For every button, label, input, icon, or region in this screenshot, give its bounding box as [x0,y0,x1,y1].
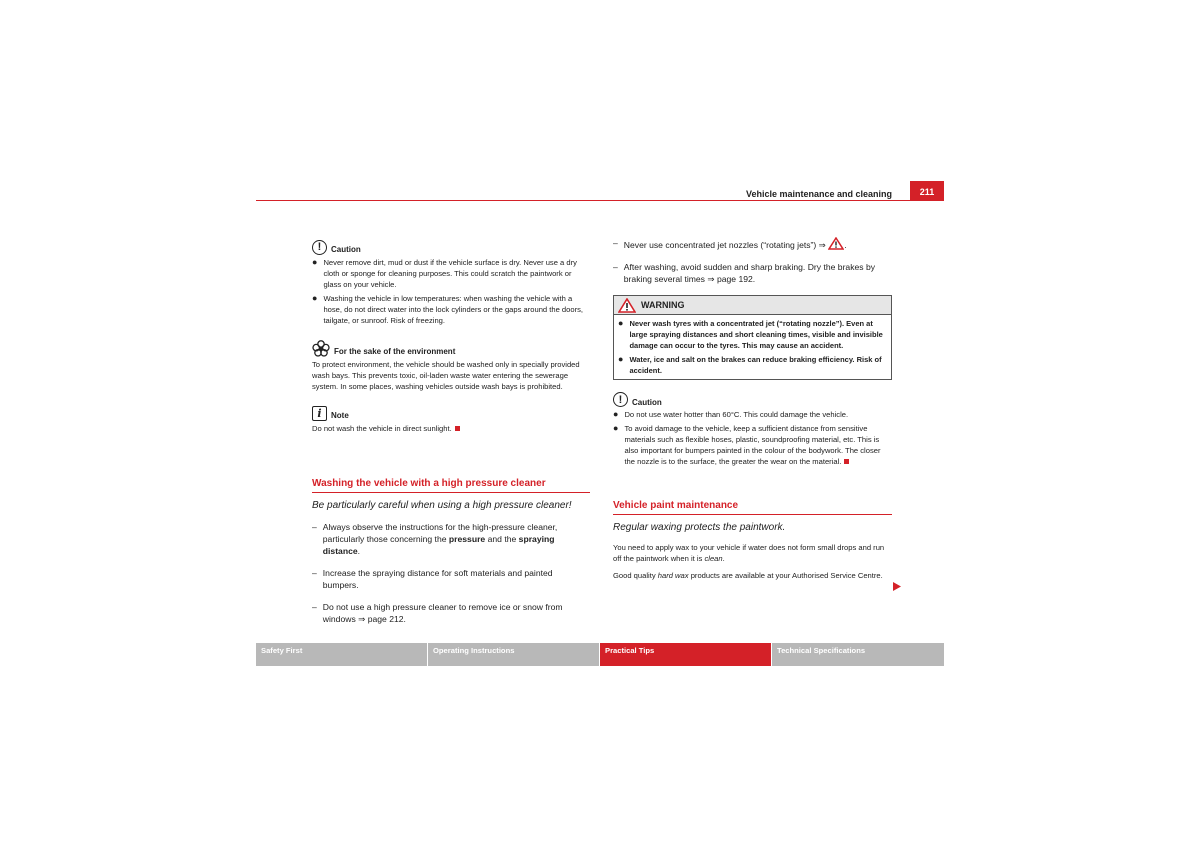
footer-tab-operating-instructions[interactable]: Operating Instructions [428,643,599,666]
paint-paragraph: You need to apply wax to your vehicle if water does not form small drops and run off the paintwork when it is clean. [613,543,885,563]
caution-item: Washing the vehicle in low temperatures: when washing the vehicle with a hose, do not direct water into the lock cylinders or the gaps around the doors, tailgate, or sunroof. Risk of freezing. [323,294,584,325]
note-title: Note [331,411,349,420]
right-column [613,237,892,470]
caution-item: Never remove dirt, mud or dust if the vehicle surface is dry. Never use a dry cloth or sponge for cleaning purposes. This could scratch the paintwork or glass on your vehicle. [323,258,577,289]
warning-triangle-icon [828,237,844,250]
footer-tab-technical-specifications[interactable]: Technical Specifications [772,643,944,666]
bullet-icon: ● [312,293,318,303]
environment-title: For the sake of the environment [334,347,456,356]
warning-triangle-icon [618,298,636,313]
environment-text: To protect environment, the vehicle should be washed only in specially provided wash bays. This prevents toxic, oil-laden waste water entering the sewerage system. In some places, washing vehicles outside wash bays is prohibited. [312,360,580,391]
hp-section [312,478,590,635]
caution-title: Caution [331,245,361,254]
warning-box [613,295,892,380]
list-item: – Never use concentrated jet nozzles (“rotating jets”) ⇒ . [613,238,847,250]
list-item: – Always observe the instructions for the high-pressure cleaner, particularly those concerning the pressure and the spraying distance. [312,522,558,556]
info-icon: i [312,406,327,421]
caution-icon: ! [312,240,327,255]
hp-heading: Washing the vehicle with a high pressure cleaner [312,478,590,493]
note-box [312,406,589,434]
bullet-icon: ● [618,318,624,328]
paint-paragraph: Good quality hard wax products are available at your Authorised Service Centre. [613,571,883,580]
bullet-icon: ● [618,354,624,364]
hp-subheading: Be particularly careful when using a high pressure cleaner! [312,500,572,511]
caution-box-2 [613,392,892,467]
paint-subheading: Regular waxing protects the paintwork. [613,522,786,533]
caution-icon: ! [613,392,628,407]
caution-item: Do not use water hotter than 60°C. This could damage the vehicle. [624,410,849,419]
footer-tab-safety-first[interactable]: Safety First [256,643,427,666]
header-rule [256,200,944,201]
footer-tab-practical-tips[interactable]: Practical Tips [600,643,771,666]
note-text: Do not wash the vehicle in direct sunlight. [312,424,452,433]
bullet-icon: ● [312,257,318,267]
warning-item: Water, ice and salt on the brakes can reduce braking efficiency. Risk of accident. [629,355,882,375]
caution-title: Caution [632,398,662,407]
flower-icon [312,340,330,357]
list-item: – After washing, avoid sudden and sharp braking. Dry the brakes by braking several times ⇒ page 192. [613,262,876,284]
caution-box-1 [312,240,589,326]
bullet-icon: ● [613,423,619,433]
warning-title: WARNING [641,300,685,310]
warning-item: Never wash tyres with a concentrated jet (“rotating nozzle”). Even at large spraying distances and short cleaning times, visible and invisible damage can occur to the tyres. This may cause an accident. [629,319,883,350]
paint-section [613,500,892,581]
paint-heading: Vehicle paint maintenance [613,500,892,515]
list-item: – Do not use a high pressure cleaner to remove ice or snow from windows ⇒ page 212. [312,602,563,624]
environment-box [312,340,589,392]
end-marker [844,459,849,464]
page-number: 211 [910,181,944,201]
section-title: Vehicle maintenance and cleaning [745,189,892,199]
continue-arrow-icon [893,582,901,591]
caution-item: To avoid damage to the vehicle, keep a sufficient distance from sensitive materials such as flexible hoses, plastic, soundproofing material, etc. This is also important for bumpers painted in the colour of the bodywork. The closer the nozzle is to the surface, the greater the wear on the material. [624,424,881,466]
bullet-icon: ● [613,409,619,419]
end-marker [455,426,460,431]
list-item: – Increase the spraying distance for soft materials and painted bumpers. [312,568,553,590]
left-column [312,240,589,434]
